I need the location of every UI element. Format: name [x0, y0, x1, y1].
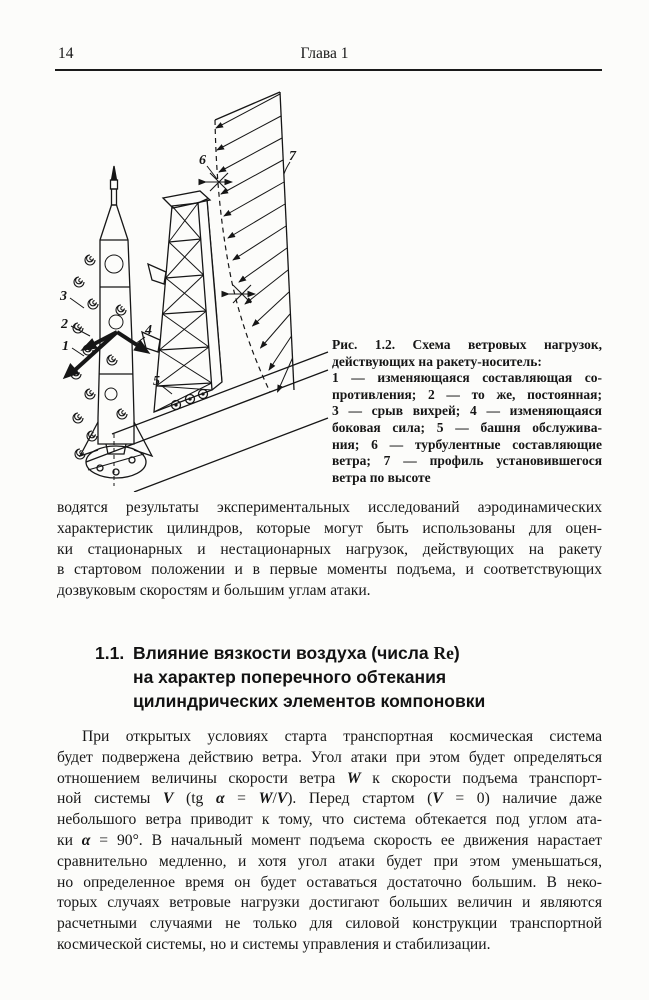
text-line: ки α = 90°. В начальный момент подъема скорость ее движения нарастает: [57, 831, 602, 849]
heading-line: Влияние вязкости воздуха (числа Re): [133, 643, 460, 663]
caption-line: ветра по высоте: [332, 469, 431, 485]
paragraph-1: [57, 498, 602, 602]
caption-line: Рис. 1.2. Схема ветровых нагрузок,: [332, 337, 602, 352]
heading-line: цилиндрических элементов компоновки: [133, 691, 486, 711]
section-heading: [95, 641, 565, 713]
text-line: будет подвержена действию ветра. Угол атаки при этом будет определяться: [57, 748, 602, 766]
text-line: водятся результаты экспериментальных исследований аэродинамических: [57, 499, 602, 516]
text-line: отношением величины скорости ветра W к скорости подъема транспорт-: [57, 769, 602, 787]
figure-label-7: 7: [289, 149, 296, 164]
figure-label-3: 3: [60, 289, 67, 304]
text-line: космической системы, но и системы управления и стабилизации.: [57, 935, 491, 953]
text-line: сравнительно медленно, и хотя угол атаки будет при этом уменьшаться,: [57, 852, 602, 870]
caption-line: противления; 2 — то же, постоянная;: [332, 386, 602, 402]
figure-label-2: 2: [61, 317, 68, 332]
header-rule: [55, 69, 602, 71]
chapter-header: Глава 1: [300, 45, 349, 62]
caption-line: действующих на ракету-носитель:: [332, 353, 542, 369]
page-number: 14: [58, 45, 74, 62]
text-line: ной системы V (tg α = W/V). Перед стартом (V = 0) наличие даже: [57, 790, 602, 808]
text-line: характеристик цилиндров, которые могут быть использованы для оцен-: [57, 519, 602, 537]
text-line: При открытых условиях старта транспортная космическая система: [82, 728, 602, 745]
text-line: небольшого ветра приводит к тому, что система обтекается под углом ата-: [57, 811, 602, 829]
caption-line: ния; 6 — турбулентные составляющие: [332, 436, 602, 452]
figure-caption: [332, 337, 602, 486]
section-number: 1.1.: [95, 643, 125, 663]
figure-1-2: [50, 82, 330, 492]
heading-line: на характер поперечного обтекания: [133, 667, 447, 687]
text-line: торых случаях ветровые нагрузки достигают больших величин и являются: [57, 894, 602, 912]
caption-line: 1 — изменяющаяся составляющая со-: [332, 370, 602, 386]
figure-label-5: 5: [153, 374, 160, 389]
figure-label-6: 6: [199, 153, 206, 168]
text-line: в стартовом положении и в первые моменты подъема, и соответствующих: [57, 561, 602, 579]
figure-label-1: 1: [62, 339, 69, 354]
figure-label-4: 4: [145, 323, 152, 338]
text-line: но определенное время он будет оставаться достаточно большим. В неко-: [57, 873, 602, 891]
figure-drawing: [50, 82, 330, 492]
text-line: ки стационарных и нестационарных нагрузок, действующих на ракету: [57, 540, 602, 558]
text-line: дозвуковым скоростям и большим углам атаки.: [57, 582, 371, 600]
caption-line: 3 — срыв вихрей; 4 — изменяющаяся: [332, 403, 602, 419]
caption-line: боковая сила; 5 — башня обслужива-: [332, 419, 602, 435]
paragraph-2: [57, 727, 602, 956]
caption-line: ветра; 7 — профиль установившегося: [332, 453, 602, 469]
text-line: расчетными случаями не только для силовой конструкции транспортной: [57, 915, 602, 933]
